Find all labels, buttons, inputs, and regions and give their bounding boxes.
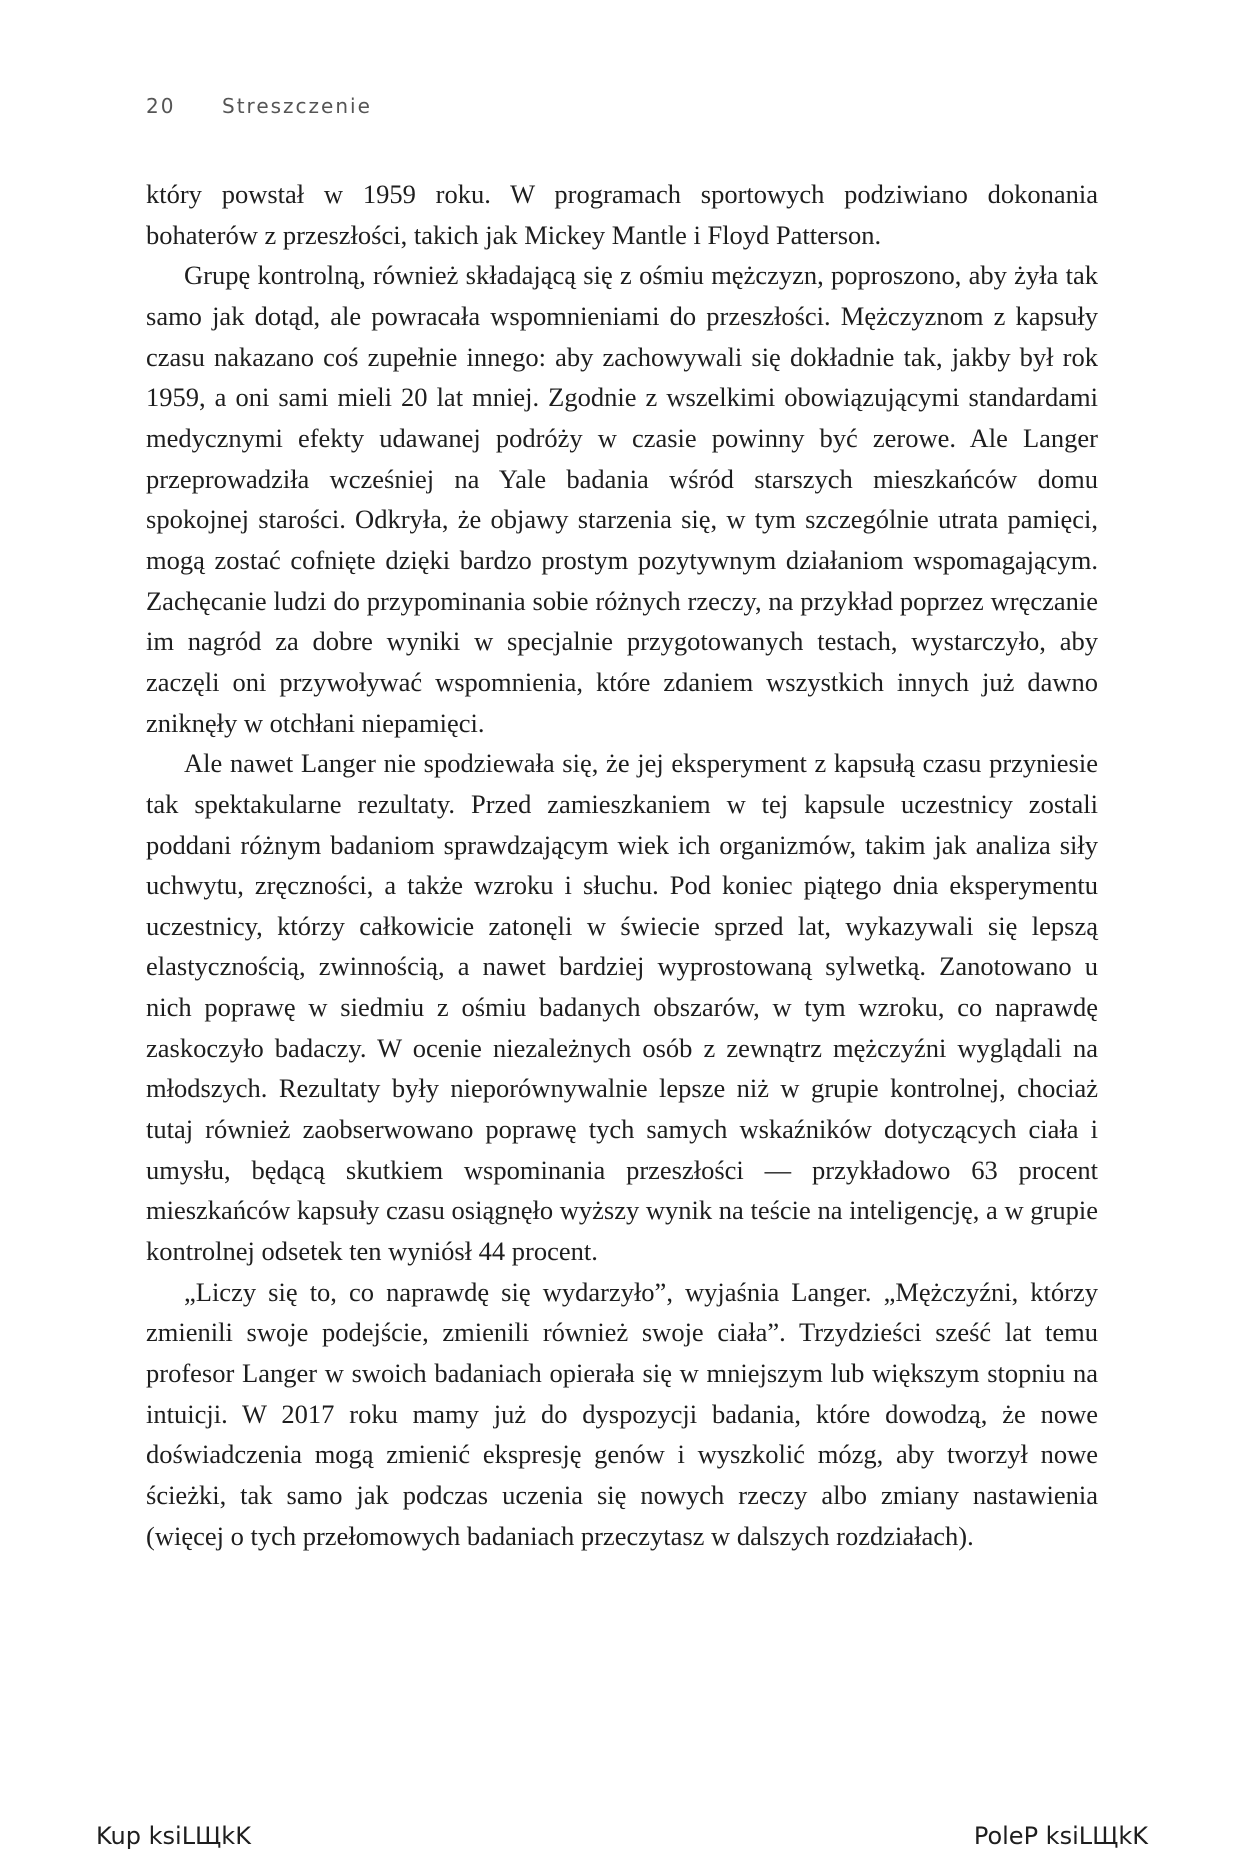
page-number: 20	[146, 94, 176, 118]
running-head	[146, 94, 372, 118]
recommend-book-link[interactable]: PoleP ksiLЩkK	[973, 1822, 1148, 1850]
paragraph-2: Grupę kontrolną, również składającą się z ośmiu mężczyzn, poproszono, aby żyła tak samo jak dotąd, ale powracała wspomnieniami do przeszłości. Mężczyznom z kapsuły czasu nakazano coś zupełnie innego: aby zachowywali się dokładnie tak, jakby był rok 1959, a oni sami mieli 20 lat mniej. Zgodnie z wszelkimi obowiązującymi standardami medycznymi efekty udawanej podróży w czasie powinny być zerowe. Ale Langer przeprowadziła wcześniej na Yale badania wśród starszych mieszkańców domu spokojnej starości. Odkryła, że objawy starzenia się, w tym szczególnie utrata pamięci, mogą zostać cofnięte dzięki bardzo prostym pozytywnym działaniom wspomagającym. Zachęcanie ludzi do przypominania sobie różnych rzeczy, na przykład poprzez wręczanie im nagród za dobre wyniki w specjalnie przygotowanych testach, wystarczyło, aby zaczęli oni przywoływać wspomnienia, które zdaniem wszystkich innych już dawno zniknęły w otchłani niepamięci.	[146, 260, 1098, 738]
paragraph-3: Ale nawet Langer nie spodziewała się, że jej eksperyment z kapsułą czasu przyniesie tak spektakularne rezultaty. Przed zamieszkaniem w tej kapsule uczestnicy zostali poddani różnym badaniom sprawdzającym wiek ich organizmów, takim jak analiza siły uchwytu, zręczności, a także wzroku i słuchu. Pod koniec piątego dnia eksperymentu uczestnicy, którzy całkowicie zatonęli w świecie sprzed lat, wykazywali się lepszą elastycznością, zwinnością, a nawet bardziej wyprostowaną sylwetką. Zanotowano u nich poprawę w siedmiu z ośmiu badanych obszarów, w tym wzroku, co naprawdę zaskoczyło badaczy. W ocenie niezależnych osób z zewnątrz mężczyźni wyglądali na młodszych. Rezultaty były nieporównywalnie lepsze niż w grupie kontrolnej, chociaż tutaj również zaobserwowano poprawę tych samych wskaźników dotyczących ciała i umysłu, będącą skutkiem wspominania przeszłości — przykładowo 63 procent mieszkańców kapsuły czasu osiągnęło wyższy wynik na teście na inteligencję, a w grupie kontrolnej odsetek ten wyniósł 44 procent.	[146, 748, 1098, 1267]
buy-book-link[interactable]: Kup ksiLЩkK	[96, 1822, 251, 1850]
body-text	[146, 174, 1098, 1556]
running-title: Streszczenie	[222, 94, 372, 118]
paragraph-1: który powstał w 1959 roku. W programach sportowych podziwiano dokonania bohaterów z przeszłości, takich jak Mickey Mantle i Floyd Patterson.	[146, 179, 1098, 250]
paragraph-4: „Liczy się to, co naprawdę się wydarzyło”, wyjaśnia Langer. „Mężczyźni, którzy zmienili swoje podejście, zmienili również swoje ciała”. Trzydzieści sześć lat temu profesor Langer w swoich badaniach opierała się w mniejszym lub większym stopniu na intuicji. W 2017 roku mamy już do dyspozycji badania, które dowodzą, że nowe doświadczenia mogą zmienić ekspresję genów i wyszkolić mózg, aby tworzył nowe ścieżki, tak samo jak podczas uczenia się nowych rzeczy albo zmiany nastawienia (więcej o tych przełomowych badaniach przeczytasz w dalszych rozdziałach).	[146, 1276, 1098, 1551]
